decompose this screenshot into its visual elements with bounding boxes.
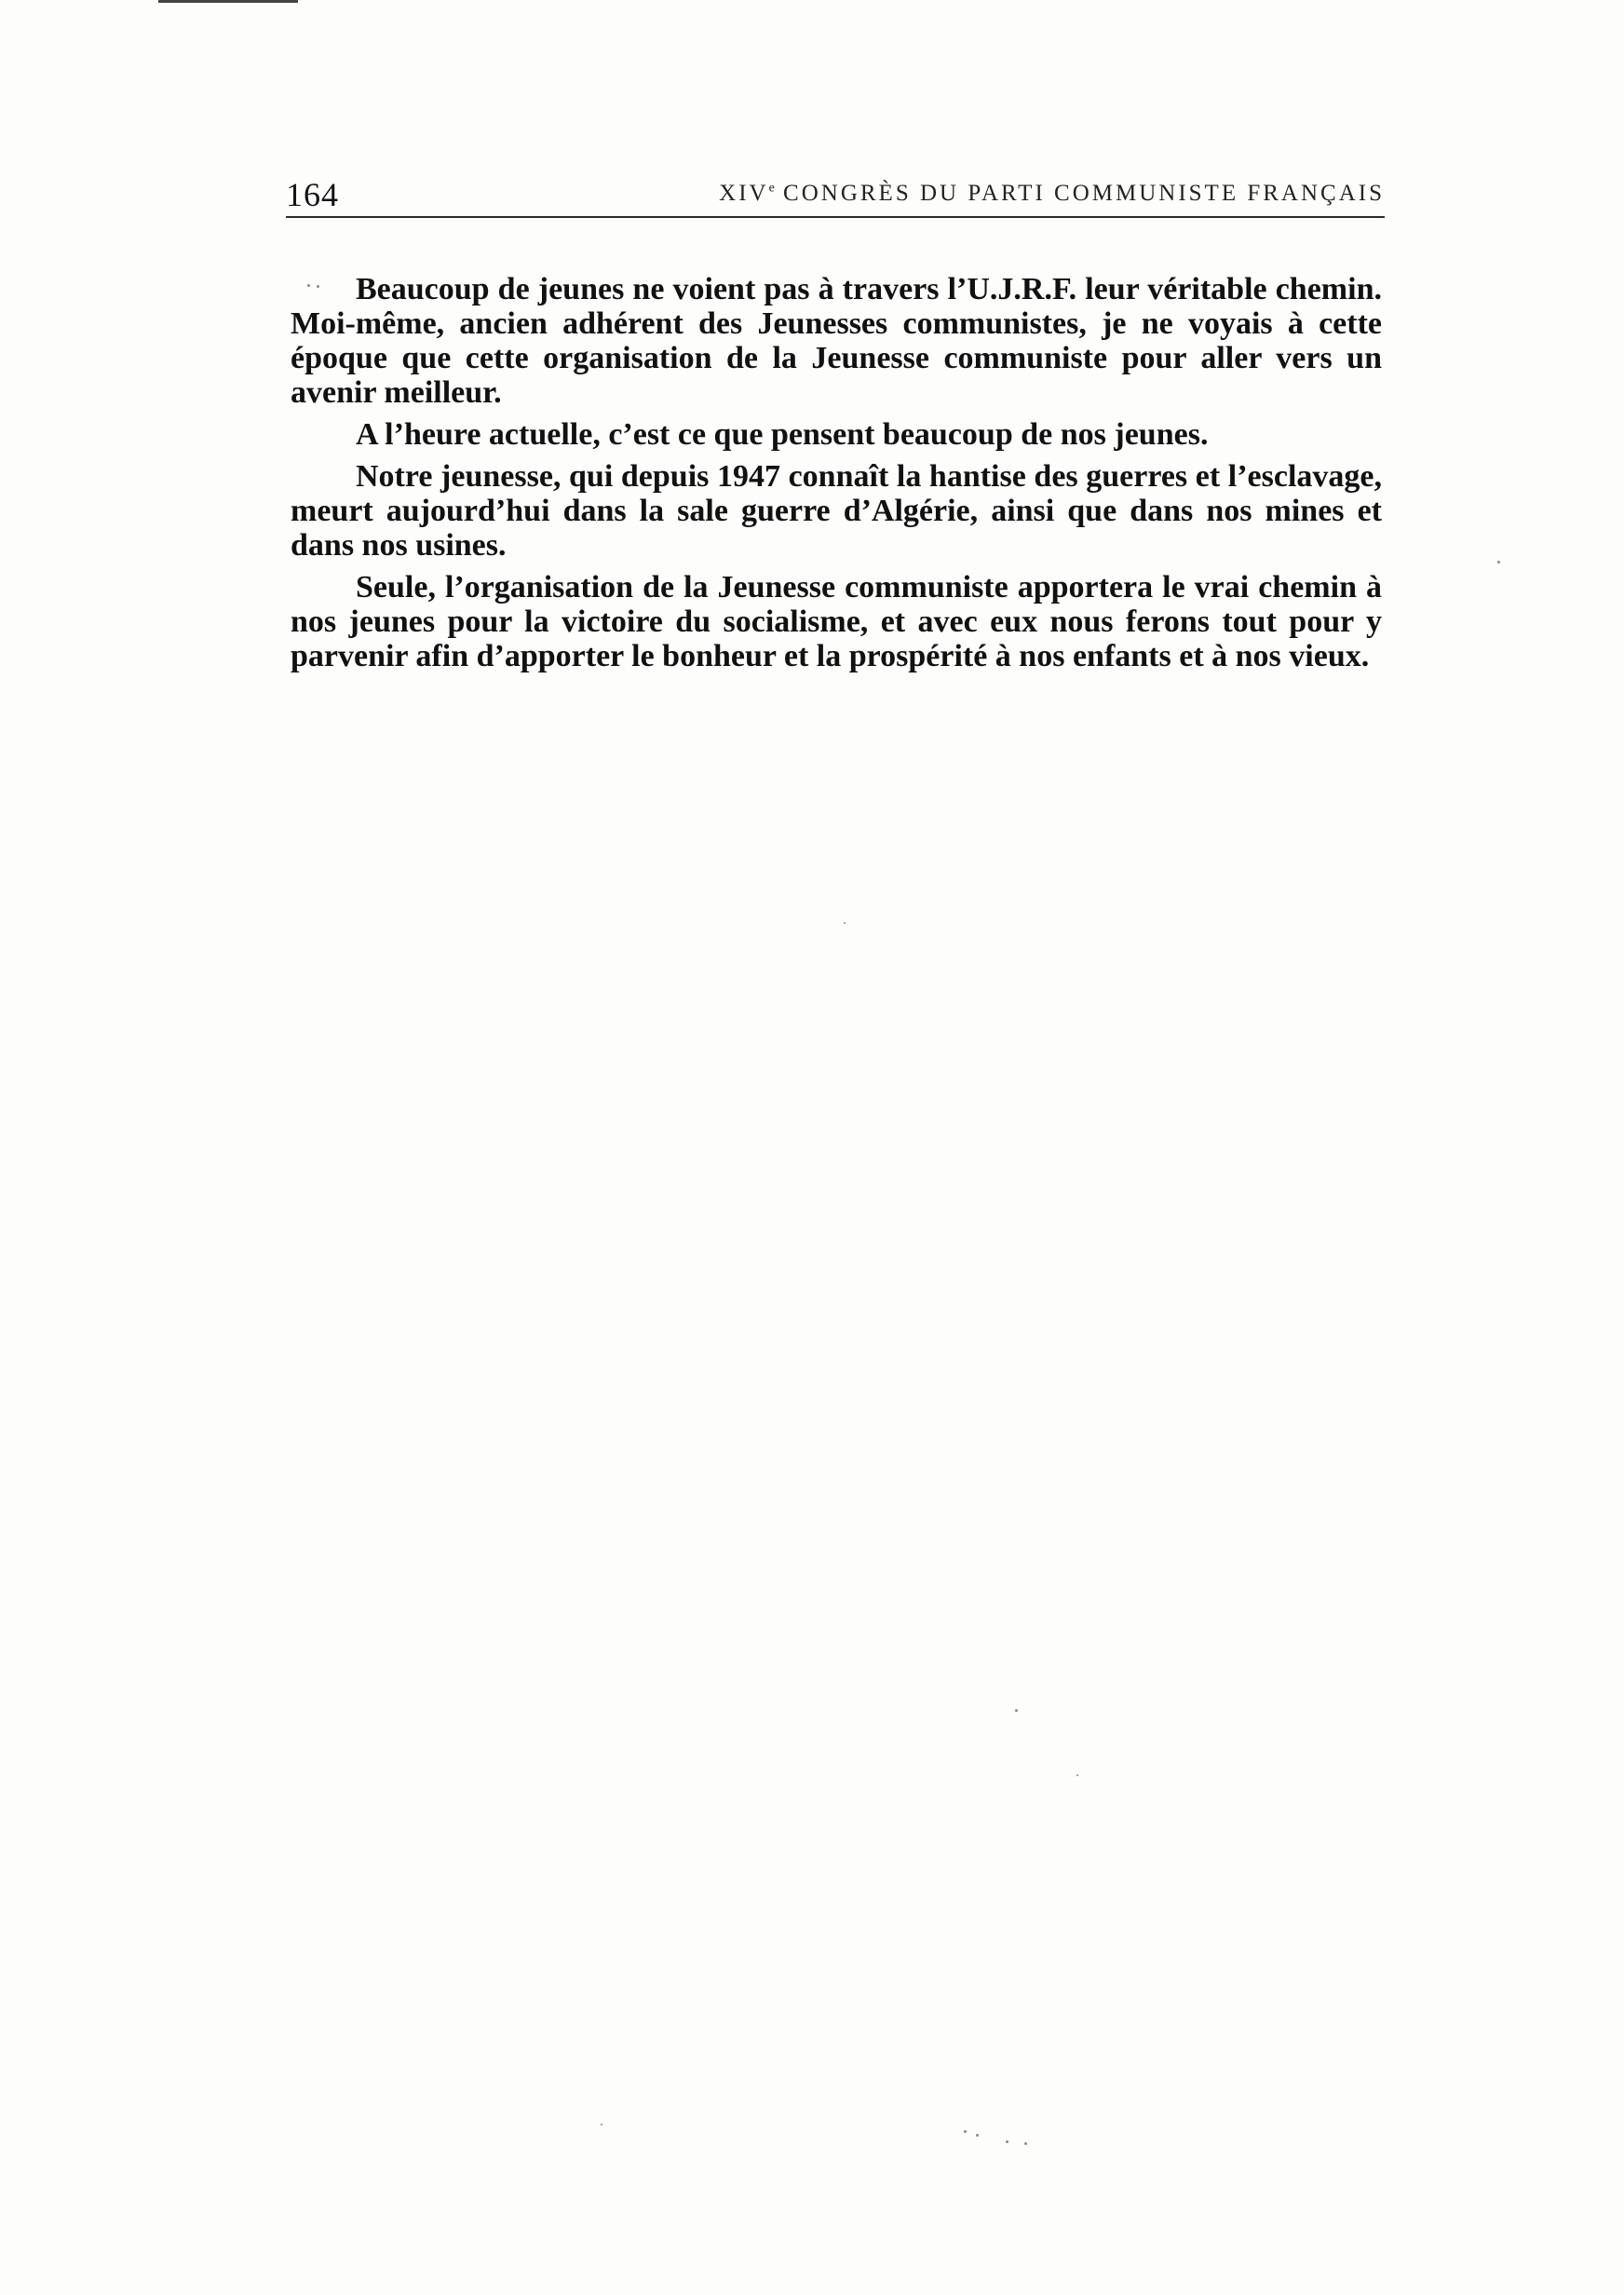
running-title-superscript: e: [768, 181, 775, 196]
scan-speck: [317, 285, 319, 288]
scan-speck: [844, 922, 846, 924]
scan-speck: [1024, 2142, 1027, 2145]
page-header: [286, 175, 1385, 218]
scan-speck: [1497, 561, 1500, 564]
scan-speck: [964, 2130, 967, 2133]
page-number: 164: [286, 176, 339, 213]
running-title-prefix: XIV: [719, 181, 769, 206]
scan-speck: [1076, 1774, 1078, 1776]
paragraph-1: Beaucoup de jeunes ne voient pas à travers l’U.J.R.F. leur véritable chemin. Moi-même, ancien adhérent des Jeunesses communistes, je ne voyais à cette époque que cette organisation de la Jeunesse communiste pour aller vers un avenir meilleur.: [291, 272, 1382, 410]
paragraph-2: A l’heure actuelle, c’est ce que pensent beaucoup de nos jeunes.: [356, 417, 1209, 452]
scan-speck: [1006, 2140, 1008, 2143]
paragraph-4: Seule, l’organisation de la Jeunesse communiste apportera le vrai chemin à nos jeunes pour la victoire du socialisme, et avec eux nous ferons tout pour y parvenir afin d’apporter le bonheur et la prospérité à nos enfants et à nos vieux.: [291, 570, 1382, 673]
scan-speck: [1015, 1709, 1018, 1712]
running-title: [719, 181, 1385, 207]
top-edge-rule: [158, 0, 298, 3]
scan-speck: [307, 284, 310, 287]
body-text: [291, 272, 1382, 681]
scan-speck: [976, 2134, 979, 2137]
running-title-rest: CONGRÈS DU PARTI COMMUNISTE FRANÇAIS: [774, 181, 1385, 206]
paragraph-3: Notre jeunesse, qui depuis 1947 connaît la hantise des guerres et l’esclavage, meurt aujourd’hui dans la sale guerre d’Algérie, ainsi que dans nos mines et dans nos usines.: [291, 459, 1382, 563]
scan-speck: [601, 2124, 602, 2125]
